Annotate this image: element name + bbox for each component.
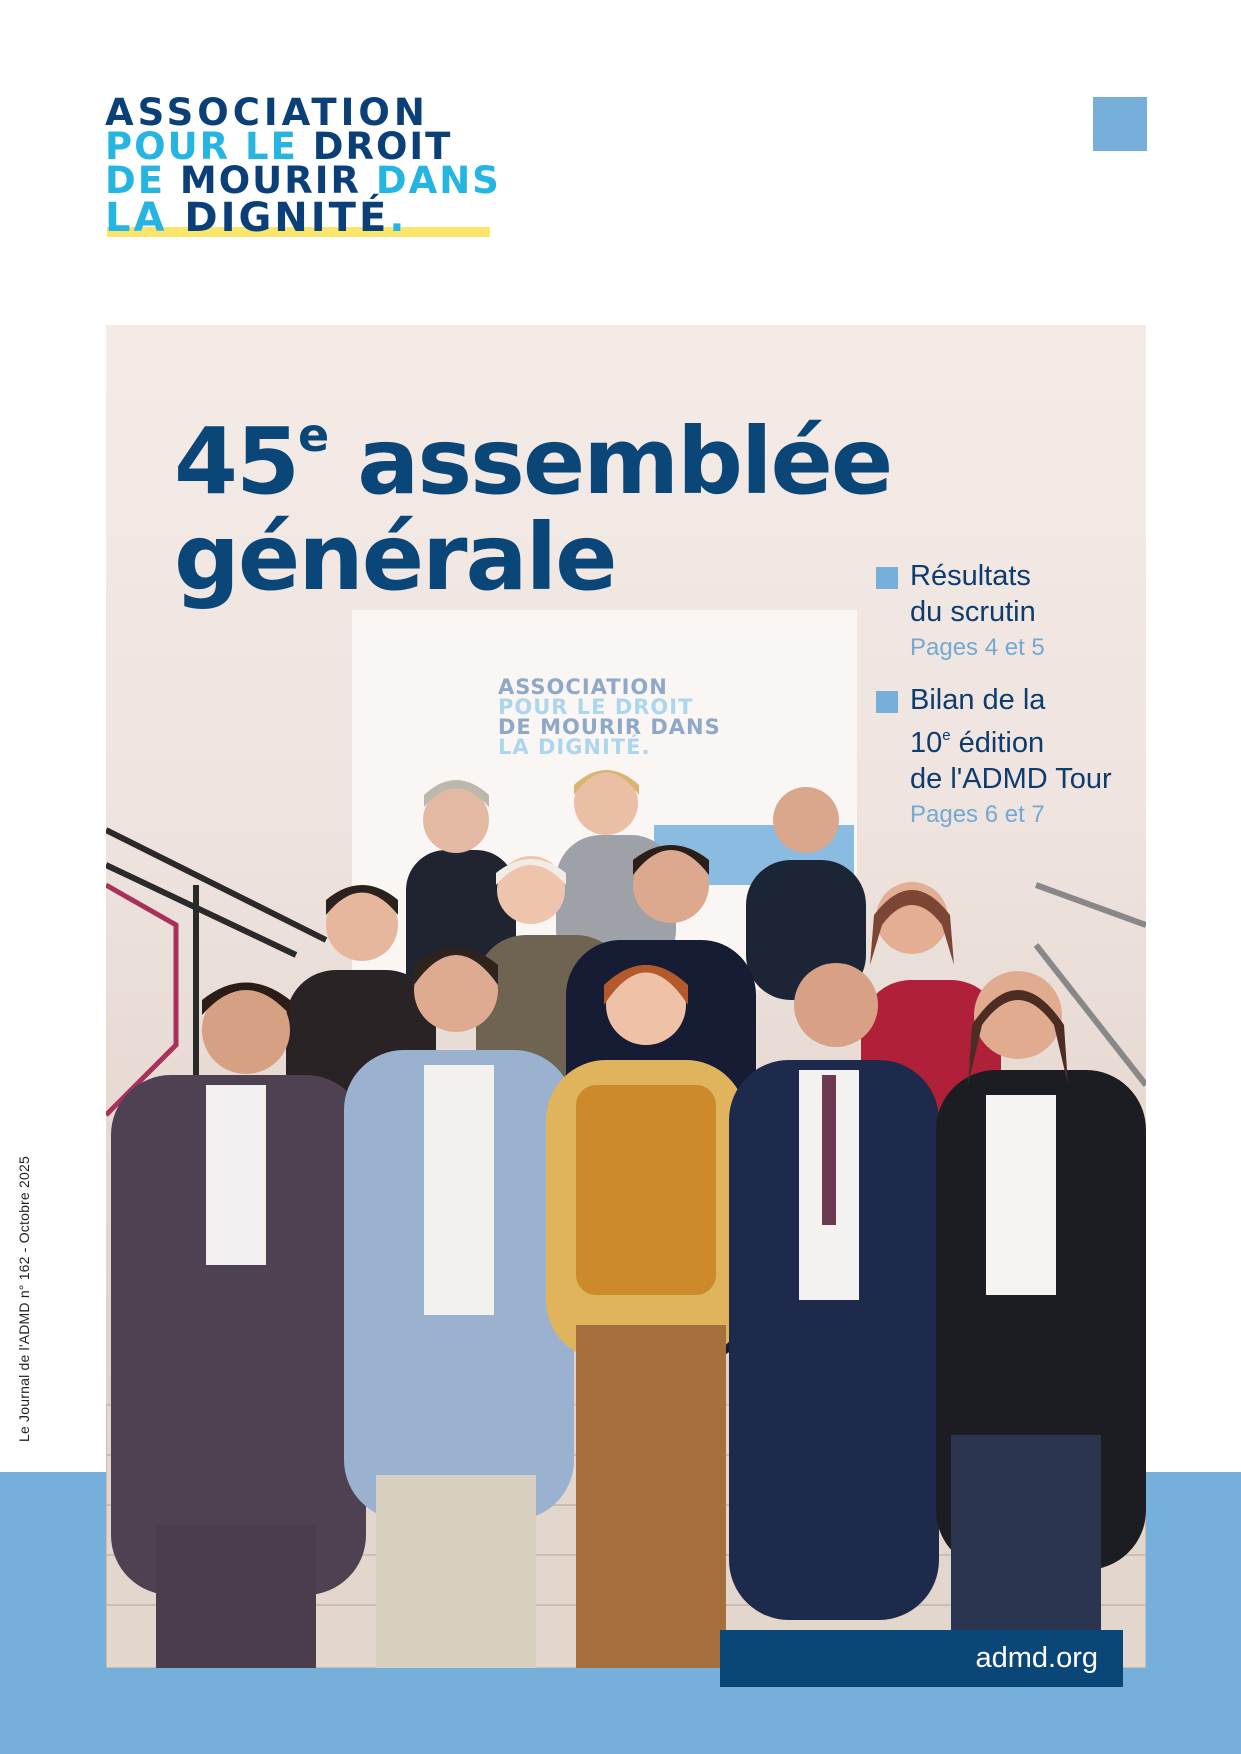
teaser-title (910, 682, 1146, 797)
person-front-3 (546, 965, 746, 1668)
banner-logo (498, 675, 721, 759)
bullet-square-icon (876, 567, 898, 589)
teaser-list (876, 558, 1146, 849)
banner-logo-line-2: POUR LE DROIT (498, 695, 694, 719)
logo-line-3-part-a: DE (105, 159, 165, 202)
banner-logo-line-1: ASSOCIATION (498, 675, 668, 699)
teaser-pages: Pages 6 et 7 (910, 801, 1045, 828)
headline-line-2: générale (174, 504, 616, 611)
bullet-square-icon (876, 691, 898, 713)
journal-issue-label: Le Journal de l'ADMD n° 162 - Octobre 2025 (16, 1156, 32, 1442)
logo-line-3 (105, 159, 501, 202)
logo-line-4-part-a: LA (105, 195, 168, 241)
teaser-item-results (876, 558, 1146, 664)
logo-dot: . (389, 195, 408, 241)
banner-logo-line-4: LA DIGNITÉ. (498, 735, 651, 759)
teaser-title-part-a: Bilan de la 10 (910, 684, 1046, 759)
logo-line-3-part-c: DANS (375, 159, 501, 202)
headline-superscript: e (298, 408, 328, 462)
logo-line-2-part-b: DROIT (312, 125, 453, 168)
headline (174, 387, 892, 611)
teaser-title: Résultats du scrutin (910, 560, 1036, 628)
banner-logo-line-3: DE MOURIR DANS (498, 715, 721, 739)
headline-line-1-rest: assemblée (327, 408, 892, 515)
logo-line-1: ASSOCIATION (105, 91, 429, 134)
corner-square-decoration (1093, 97, 1147, 151)
logo-line-4-part-b: DIGNITÉ (184, 195, 390, 241)
teaser-title-superscript: e (942, 727, 951, 744)
association-logo (105, 91, 501, 241)
cover-photo (106, 325, 1146, 1668)
logo-line-3-part-b: MOURIR (179, 159, 361, 202)
website-link[interactable]: admd.org (720, 1630, 1123, 1687)
logo-line-2-part-a: POUR LE (105, 125, 298, 168)
headline-number: 45 (174, 408, 299, 515)
right-railing (1036, 885, 1146, 1085)
teaser-title-part-b: édition de l'ADMD Tour (910, 727, 1112, 795)
teaser-pages: Pages 4 et 5 (910, 634, 1045, 661)
person-front-1 (111, 983, 366, 1669)
teaser-item-tour (876, 682, 1146, 831)
logo-line-4 (105, 195, 490, 241)
